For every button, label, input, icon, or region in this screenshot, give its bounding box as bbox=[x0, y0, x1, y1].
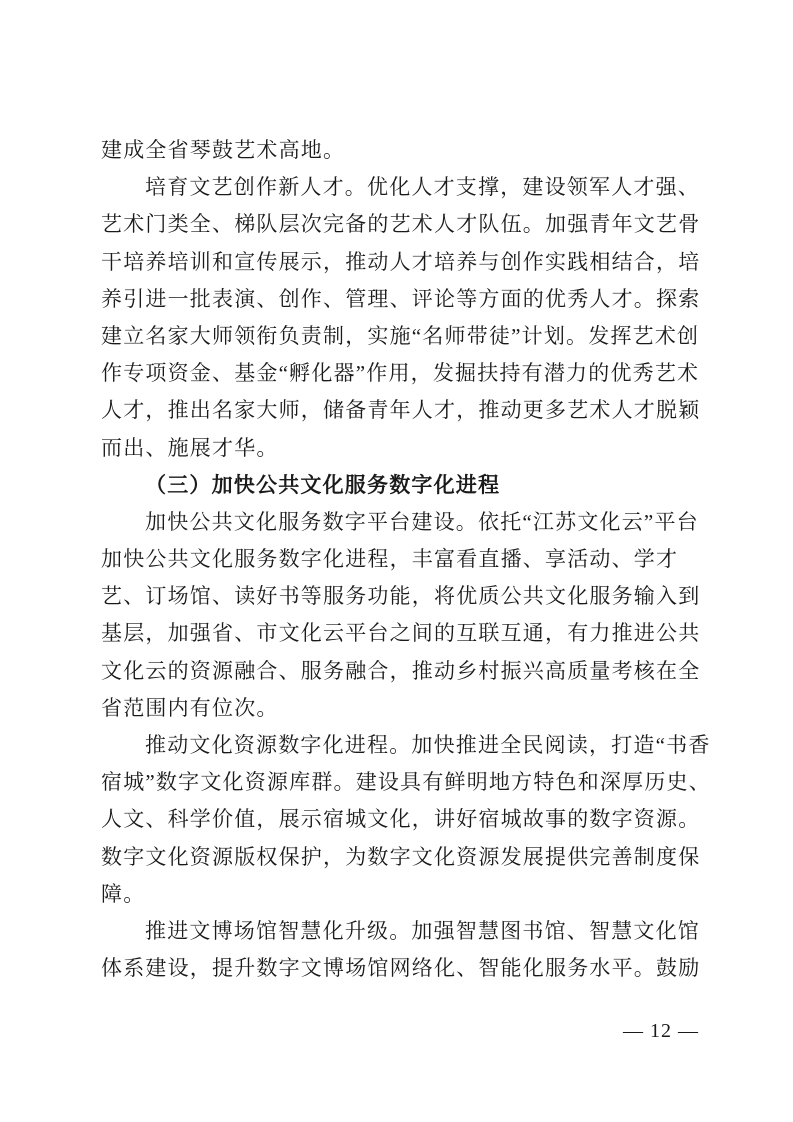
text-line: 建成全省琴鼓艺术高地。 bbox=[101, 138, 346, 162]
text-line: 艺术门类全、梯队层次完备的艺术人才队伍。加强青年文艺骨 bbox=[101, 212, 701, 237]
text-line: 体系建设，提升数字文博场馆网络化、智能化服务水平。鼓励 bbox=[101, 956, 701, 981]
section-heading: （三）加快公共文化服务数字化进程 bbox=[145, 472, 501, 497]
page-footer bbox=[623, 1020, 699, 1043]
text-line: 省范围内有位次。 bbox=[101, 695, 279, 720]
text-line: 艺、订场馆、读好书等服务功能，将优质公共文化服务输入到 bbox=[101, 584, 701, 609]
text-line: 基层，加强省、市文化云平台之间的互联互通，有力推进公共 bbox=[101, 621, 701, 646]
text-line: 而出、施展才华。 bbox=[101, 435, 279, 460]
text-line: 宿城”数字文化资源库群。建设具有鲜明地方特色和深厚历史、 bbox=[101, 770, 711, 795]
page-number: — 12 — bbox=[623, 1020, 699, 1042]
text-line: 文化云的资源融合、服务融合，推动乡村振兴高质量考核在全 bbox=[101, 658, 701, 683]
text-line: 数字文化资源版权保护，为数字文化资源发展提供完善制度保 bbox=[101, 844, 701, 869]
text-line: 作专项资金、基金“孵化器”作用，发掘扶持有潜力的优秀艺术 bbox=[101, 361, 700, 386]
text-line: 障。 bbox=[101, 881, 146, 906]
text-line: 养引进一批表演、创作、管理、评论等方面的优秀人才。探索 bbox=[101, 286, 701, 311]
text-line: 推进文博场馆智慧化升级。加强智慧图书馆、智慧文化馆 bbox=[145, 918, 700, 943]
text-line: 人才，推出名家大师，储备青年人才，推动更多艺术人才脱颖 bbox=[101, 398, 701, 423]
text-line: 人文、科学价值，展示宿城文化，讲好宿城故事的数字资源。 bbox=[101, 807, 701, 832]
text-line: 加快公共文化服务数字平台建设。依托“江苏文化云”平台 bbox=[145, 509, 699, 534]
text-line: 推动文化资源数字化进程。加快推进全民阅读，打造“书香 bbox=[145, 733, 711, 757]
text-line: 干培养培训和宣传展示，推动人才培养与创作实践相结合，培 bbox=[101, 249, 701, 274]
text-line: 建立名家大师领衔负责制，实施“名师带徒”计划。发挥艺术创 bbox=[101, 323, 700, 348]
text-line: 加快公共文化服务数字化进程，丰富看直播、享活动、学才 bbox=[101, 547, 679, 572]
text-line: 培育文艺创作新人才。优化人才支撑，建设领军人才强、 bbox=[145, 175, 700, 200]
document-body bbox=[101, 132, 711, 987]
